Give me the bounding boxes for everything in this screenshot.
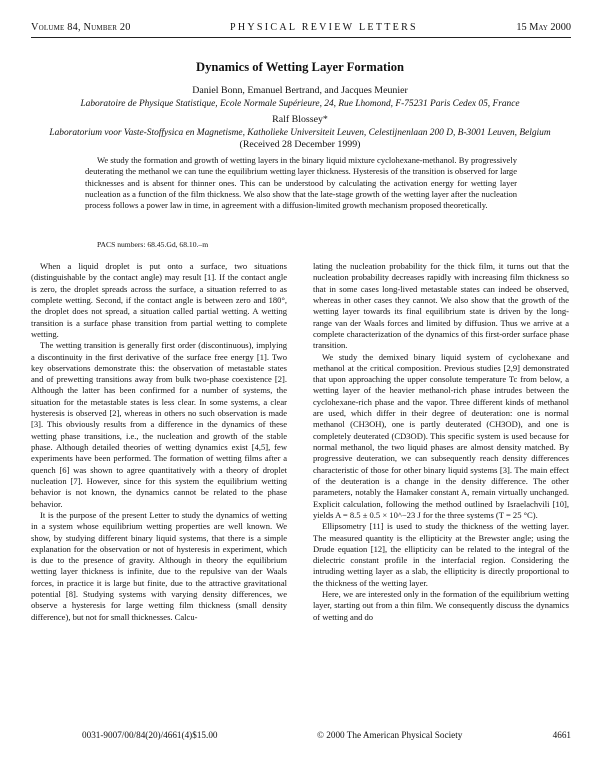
paragraph: The wetting transition is generally first order (discontinuous), implying a discontinuity in the first derivative of the surface free energy [1]. Two key observations demonstrate this: the observation of metastable states and of prewetting transitions away from bulk two-phase coexistence [2]. Although the latter has been confirmed for a number of systems, the situation for the metastable states is less clear. In some systems, a clear hysteresis is observed [2], whereas in others no such observation is made [3]. This obviously results from a difference in the dynamics of these wetting phase transitions, i.e., the nucleation and growth of the stable phase. Although detailed theories of wetting dynamics exist [4,5], few experiments have been performed. The formation of wetting films after a quench [6] was shown to agree quantitatively with a theory of droplet nucleation [7]. However, since for this system the equilibrium wetting behavior is not known, the dynamics cannot be related to the phase behavior. bbox=[31, 340, 287, 509]
running-header bbox=[31, 21, 571, 35]
authors-secondary: Ralf Blossey* bbox=[272, 114, 328, 125]
authors-primary: Daniel Bonn, Emanuel Bertrand, and Jacques Meunier bbox=[192, 85, 408, 96]
abstract: We study the formation and growth of wetting layers in the binary liquid mixture cyclohexane-methanol. By progressively deuterating the methanol we can tune the equilibrium wetting layer thickness. Hysteresis of the transition is observed for large thicknesses and is absent for thinner ones. This can be understood by calculating the activation energy for wetting layer nucleation as a function of the film thickness. We also show that the late-stage growth of the wetting layer after the nucleation process follows a power law in time, in agreement with a diffusion-limited growth mechanism proposed theoretically. bbox=[85, 155, 517, 210]
pacs-numbers: PACS numbers: 68.45.Gd, 68.10.–m bbox=[97, 240, 209, 249]
journal-name: PHYSICAL REVIEW LETTERS bbox=[230, 22, 418, 33]
volume-number: Volume 84, Number 20 bbox=[31, 22, 131, 33]
article-title: Dynamics of Wetting Layer Formation bbox=[195, 60, 404, 74]
body-column-right bbox=[313, 261, 569, 623]
paragraph: Ellipsometry [11] is used to study the thickness of the wetting layer. The measured quantity is the ellipticity at the Brewster angle; using the Drude equation [12], the ellipticity can be related to the integral of the dielectric constant profile in the interfacial region. Considering the intruding wetting layer as a slab, the ellipticity is directly proportional to the thickness of the wetting layer. bbox=[313, 521, 569, 588]
page-footer bbox=[31, 729, 571, 741]
paragraph: We study the demixed binary liquid system of cyclohexane and methanol at the critical composition. Previous studies [2,9] demonstrated that upon approaching the upper consolute temperature Tc from below, a wetting layer of the heavier methanol-rich phase intrudes between the cyclohexane-rich phase and the vapor. Three different kinds of methanol are used, which differ in their degree of deuteration: one is normal methanol (CH3OH), one is partly deuterated (CH3OD), and one is completely deuterated (CD3OD). This specific system is used because for normal methanol, the two liquid phases are almost density matched. By progressive deuteration, we can subsequently reach density differences characteristic of those for other binary liquid systems [3]. The main effect of the deuteration is a change in the density difference. The other parameters, notably the Hamaker constant A, remain virtually unchanged. Explicit calculation, following the method outlined by Israelachvili [10], yields A = 8.5 ± 0.5 × 10^−23 J for the three systems (T = 25 °C). bbox=[313, 351, 569, 520]
copyright-notice: © 2000 The American Physical Society bbox=[317, 730, 463, 740]
paragraph: Here, we are interested only in the formation of the equilibrium wetting layer, starting out from a thin film. We consequently discuss the dynamics of wetting and do bbox=[313, 589, 569, 622]
affiliation-leuven: Laboratorium voor Vaste-Stoffysica en Magnetisme, Katholieke Universiteit Leuven, Celestijnenlaan 200 D, B-3001 Leuven, Belgium bbox=[49, 128, 551, 138]
issn-code: 0031-9007/00/84(20)/4661(4)$15.00 bbox=[82, 730, 218, 740]
affiliation-paris: Laboratoire de Physique Statistique, Ecole Normale Supérieure, 24, Rue Lhomond, F-75231 Paris Cedex 05, France bbox=[80, 99, 520, 109]
issue-date: 15 May 2000 bbox=[516, 22, 571, 33]
paragraph: When a liquid droplet is put onto a surface, two situations (distinguishable by the contact angle) may result [1]. If the contact angle is zero, the droplet spreads across the surface, a situation referred to as complete wetting. Second, if the contact angle is between zero and 180°, the droplet does not spread, a situation called partial wetting. A wetting transition is a surface phase transition from partial wetting to complete wetting. bbox=[31, 261, 287, 339]
received-date: (Received 28 December 1999) bbox=[239, 139, 361, 150]
header-rule bbox=[31, 37, 571, 38]
page-number: 4661 bbox=[552, 730, 571, 740]
body-column-left bbox=[31, 261, 287, 623]
paragraph: It is the purpose of the present Letter to study the dynamics of wetting in a system whose equilibrium wetting properties are well known. We show, by studying different binary liquid systems, that there is a simple explanation for the observation or not of hysteresis in experiment, which is due to the presence of gravity. Although in theory the equilibrium wetting layer thickness is infinite, due to the repulsive van der Waals forces, in practice it is large but finite, due to the attractive gravitational potential [8]. Studying systems with varying density differences, we observe a hysteresis for large wetting film thickness (small density difference), but not for small thicknesses. Calcu- bbox=[31, 509, 287, 622]
paragraph-continued: lating the nucleation probability for the thick film, it turns out that the nucleation probability decreases rapidly with increasing film thickness so that in some cases long-lived metastable states can indeed be observed, whereas in other cases they cannot. We also show that the growth of the wetting layer towards its final equilibrium state is driven by the long-range van der Waals forces and limited by diffusion. Thus we arrive at a complete characterization of the dynamics of this first-order surface phase transition. bbox=[313, 261, 569, 351]
